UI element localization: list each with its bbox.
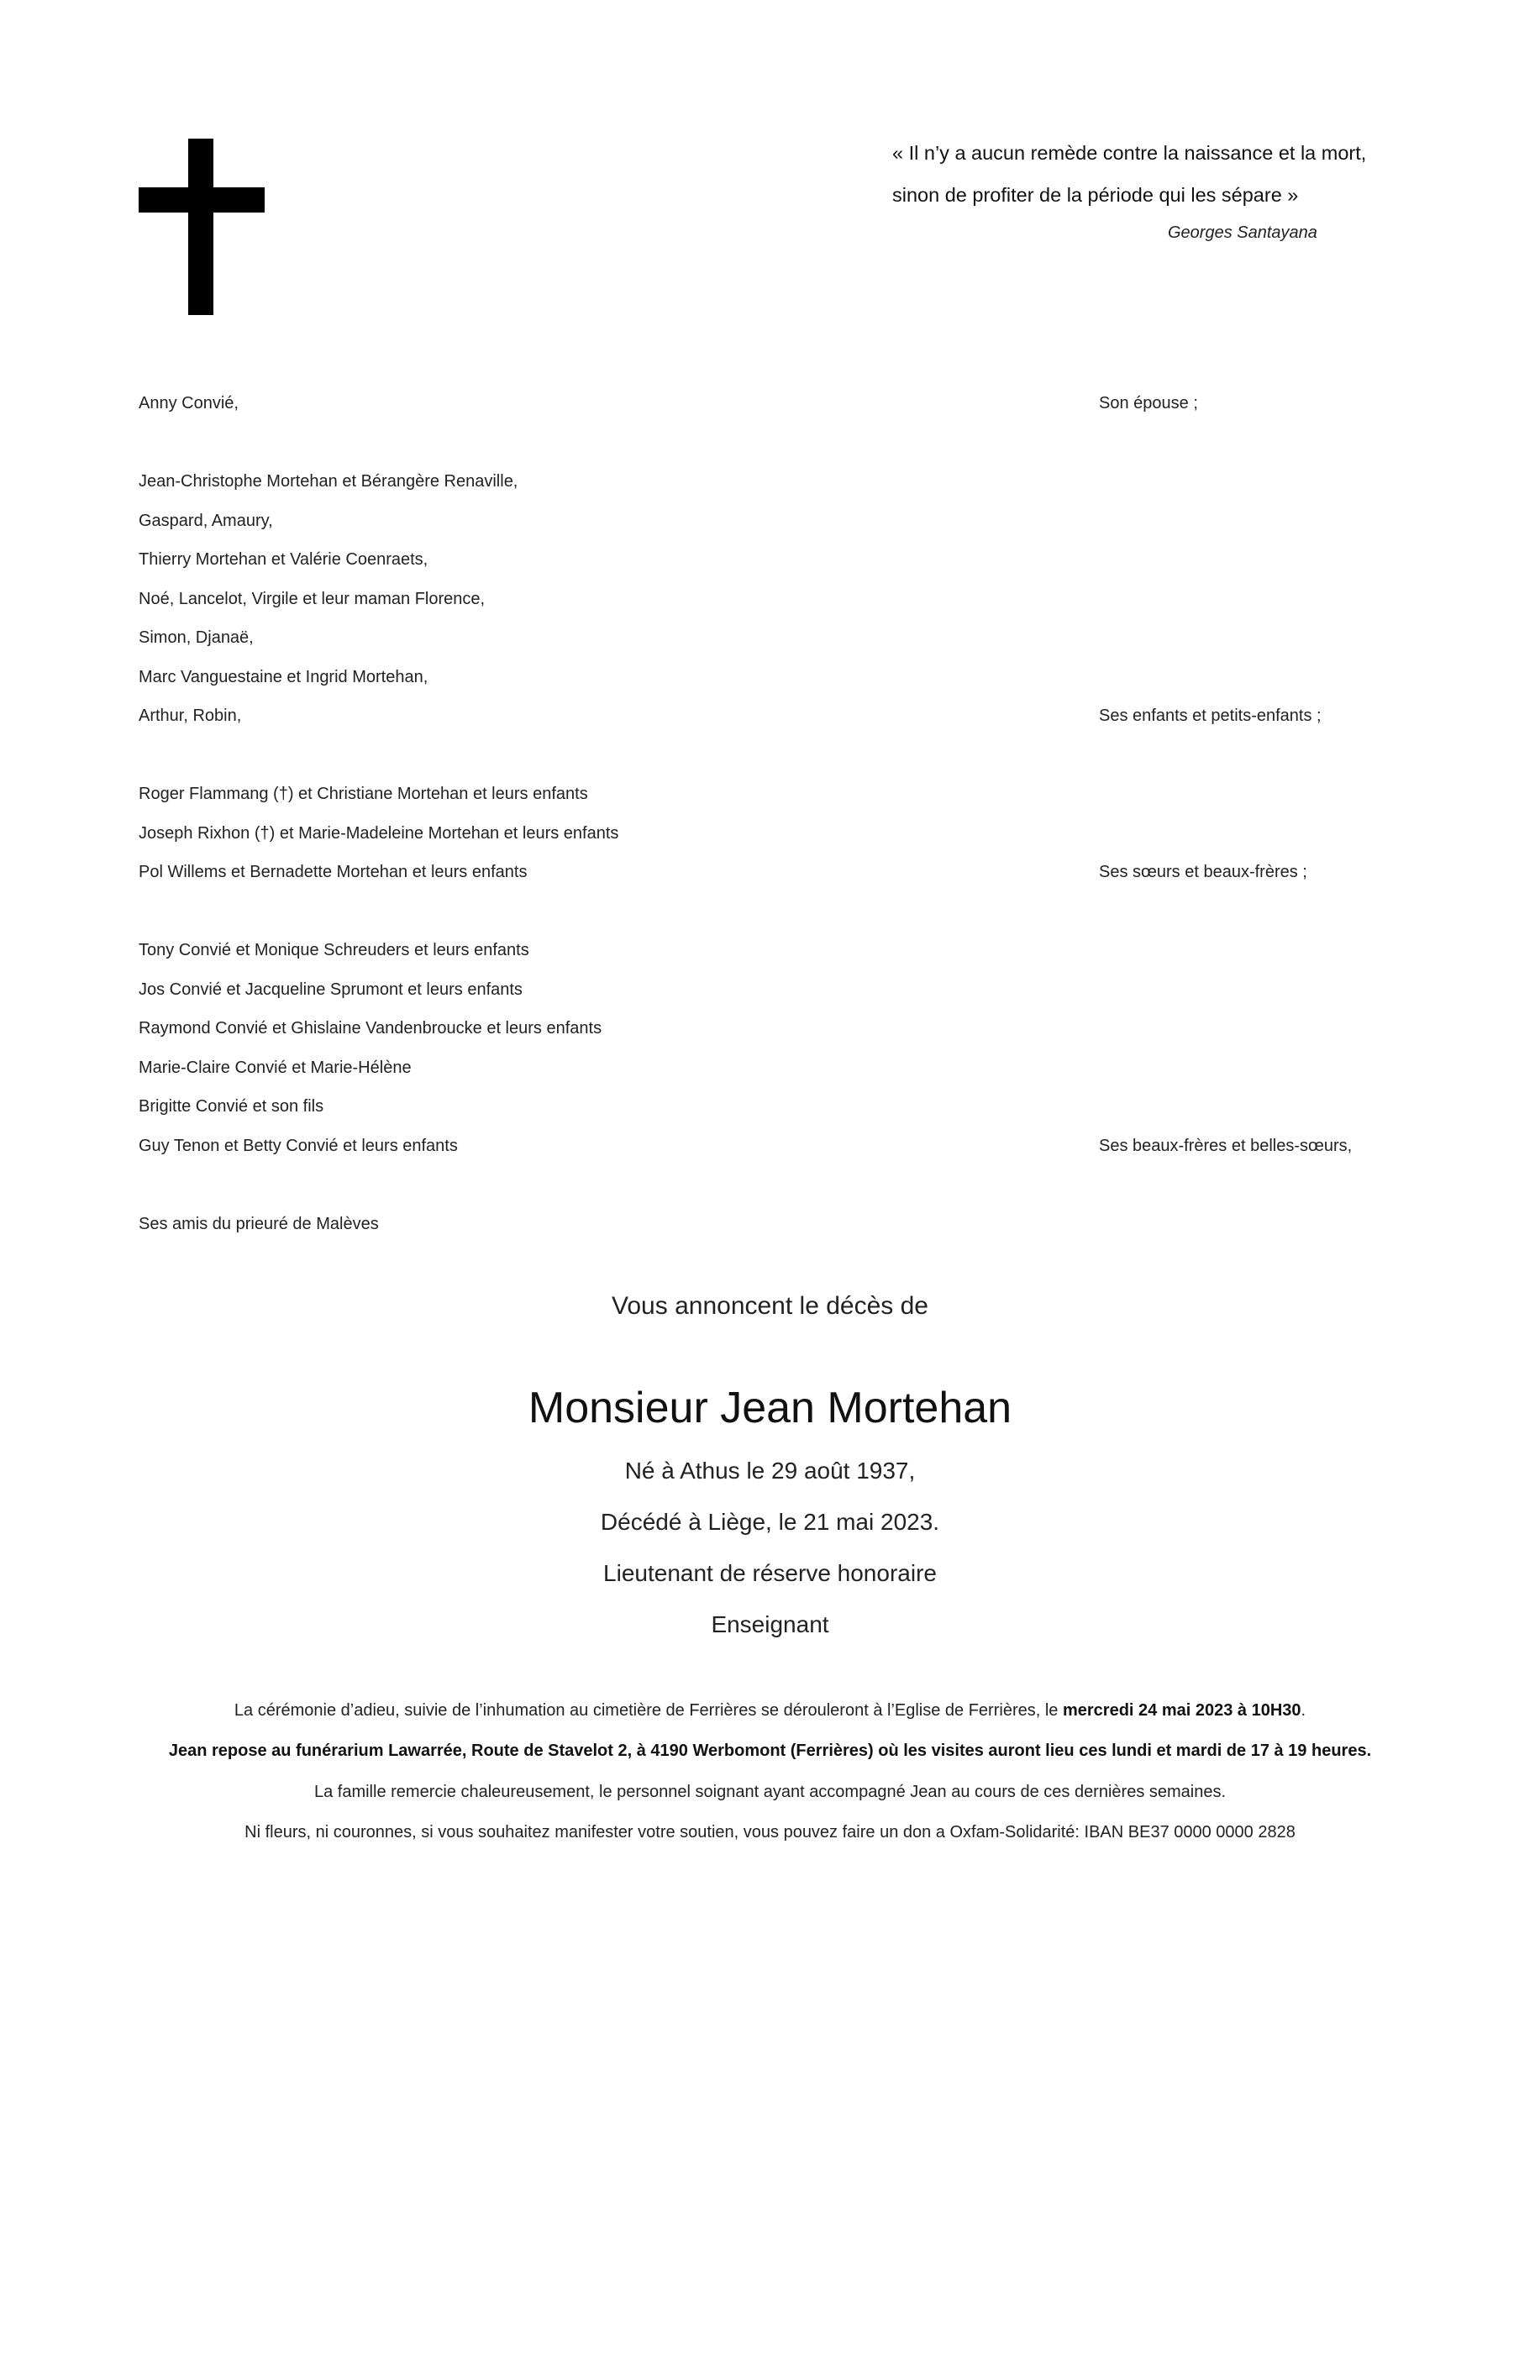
ceremony-date: mercredi 24 mai 2023 à 10H30 — [1062, 1701, 1301, 1720]
deceased-name: Monsieur Jean Mortehan — [528, 1384, 1012, 1432]
funerarium-info: Jean repose au funérarium Lawarrée, Route de Stavelot 2, à 4190 Werbomont (Ferrières) où les visites auront lieu ces lundi et mardi de 17 à 19 heures. — [168, 1742, 1372, 1760]
family-name: Simon, Djanaë, — [139, 628, 254, 647]
ceremony-end: . — [1301, 1701, 1306, 1720]
family-name: Joseph Rixhon (†) et Marie-Madeleine Mortehan et leurs enfants — [139, 824, 619, 843]
quote-line-2: sinon de profiter de la période qui les sépare » — [892, 184, 1299, 206]
rank-info: Lieutenant de réserve honoraire — [603, 1560, 937, 1586]
family-relation: Ses sœurs et beaux-frères ; — [1099, 863, 1307, 881]
family-relation: Ses beaux-frères et belles-sœurs, — [1099, 1137, 1353, 1155]
profession-info: Enseignant — [711, 1611, 829, 1637]
family-name: Roger Flammang (†) et Christiane Mortehan et leurs enfants — [139, 785, 588, 803]
family-name: Jos Convié et Jacqueline Sprumont et leurs enfants — [139, 980, 523, 999]
announcement-text: Vous annoncent le décès de — [612, 1292, 928, 1320]
family-name: Raymond Convié et Ghislaine Vandenbroucke et leurs enfants — [139, 1019, 602, 1038]
quote-author: Georges Santayana — [1168, 223, 1317, 242]
ceremony-info — [0, 1698, 1540, 1723]
death-info: Décédé à Liège, le 21 mai 2023. — [600, 1509, 940, 1535]
cross-vertical-bar — [188, 139, 213, 315]
family-name: Marie-Claire Convié et Marie-Hélène — [139, 1059, 412, 1077]
family-name: Thierry Mortehan et Valérie Coenraets, — [139, 550, 428, 569]
family-name: Anny Convié, — [139, 394, 239, 412]
family-name: Pol Willems et Bernadette Mortehan et leurs enfants — [139, 863, 528, 881]
thanks-text: La famille remercie chaleureusement, le personnel soignant ayant accompagné Jean au cours de ces dernières semaines. — [313, 1783, 1227, 1801]
birth-info: Né à Athus le 29 août 1937, — [624, 1458, 916, 1484]
donation-info: Ni fleurs, ni couronnes, si vous souhaitez manifester votre soutien, vous pouvez faire un don a Oxfam-Solidarité: IBAN BE37 0000 0000 2828 — [244, 1823, 1296, 1841]
quote-line-1: « Il n’y a aucun remède contre la naissance et la mort, — [892, 142, 1367, 164]
family-name: Ses amis du prieuré de Malèves — [139, 1215, 379, 1233]
family-relation: Son épouse ; — [1099, 394, 1198, 412]
cross-horizontal-bar — [139, 187, 265, 213]
quote-block — [892, 136, 1396, 242]
family-name: Guy Tenon et Betty Convié et leurs enfants — [139, 1137, 458, 1155]
family-name: Jean-Christophe Mortehan et Bérangère Renaville, — [139, 472, 518, 491]
family-name: Noé, Lancelot, Virgile et leur maman Florence, — [139, 590, 486, 608]
cross-icon — [139, 139, 265, 315]
family-name: Tony Convié et Monique Schreuders et leurs enfants — [139, 941, 529, 959]
family-relation: Ses enfants et petits-enfants ; — [1099, 707, 1322, 725]
family-name: Brigitte Convié et son fils — [139, 1097, 324, 1116]
family-name: Gaspard, Amaury, — [139, 512, 273, 530]
family-name: Arthur, Robin, — [139, 707, 242, 725]
family-name: Marc Vanguestaine et Ingrid Mortehan, — [139, 668, 428, 686]
ceremony-text: La cérémonie d’adieu, suivie de l’inhumation au cimetière de Ferrières se dérouleront à l’Eglise de Ferrières, le — [234, 1701, 1063, 1720]
